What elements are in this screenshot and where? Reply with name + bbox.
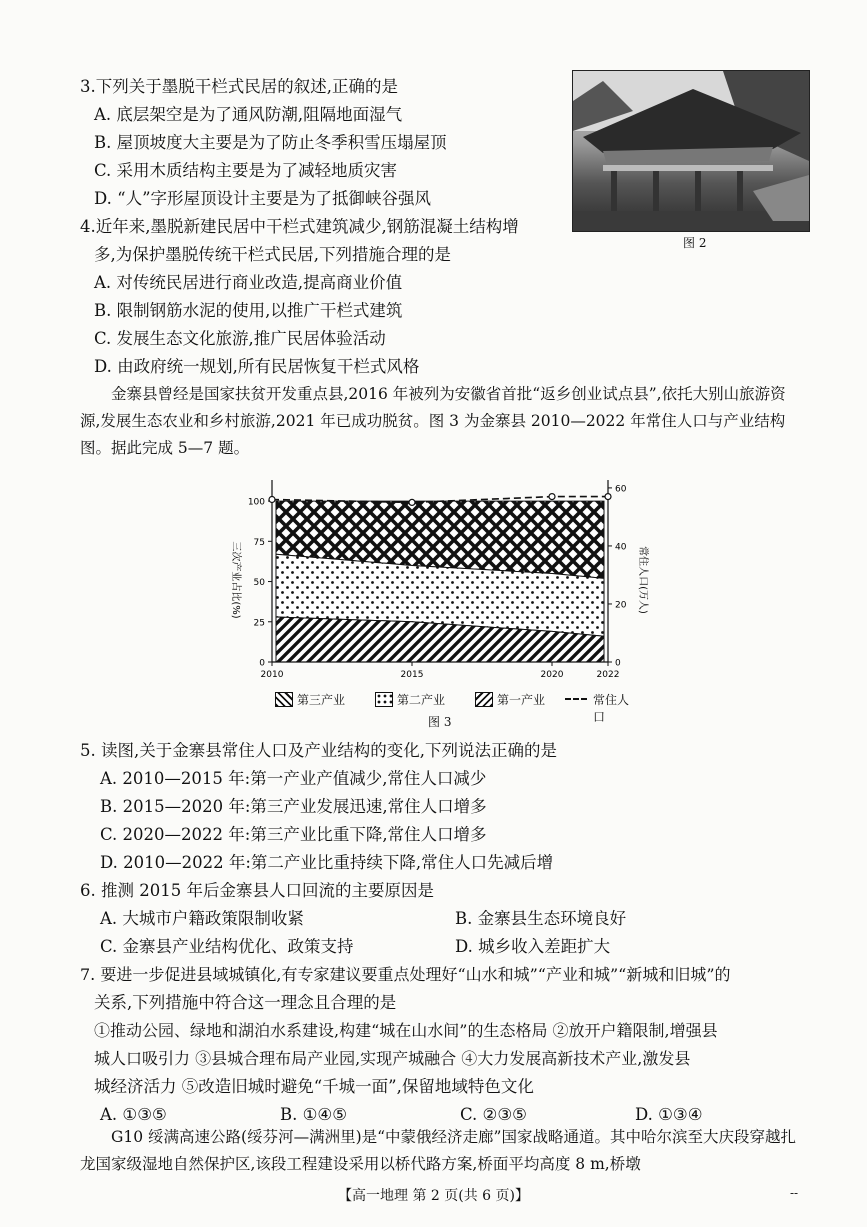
- q6-option-c[interactable]: C. 金寨县产业结构优化、政策支持: [100, 937, 354, 956]
- stilt-house-illustration: [573, 71, 809, 231]
- q3-stem: 3.下列关于墨脱干栏式民居的叙述,正确的是: [80, 77, 398, 96]
- legend-label-tertiary: 第三产业: [297, 693, 346, 707]
- legend-swatch-tertiary: [275, 692, 293, 707]
- q3-option-a[interactable]: A. 底层架空是为了通风防潮,阻隔地面湿气: [94, 105, 403, 124]
- legend-swatch-secondary: [375, 692, 393, 707]
- q4-option-c[interactable]: C. 发展生态文化旅游,推广民居体验活动: [94, 329, 386, 348]
- figure-3-chart: [230, 470, 650, 685]
- q6-option-d[interactable]: D. 城乡收入差距扩大: [455, 937, 611, 956]
- q3-option-b[interactable]: B. 屋顶坡度大主要是为了防止冬季积雪压塌屋顶: [94, 133, 447, 152]
- q7-option-a[interactable]: A. ①③⑤: [100, 1105, 167, 1124]
- q7-stem-line1: 7. 要进一步促进县域城镇化,有专家建议要重点处理好“山水和城”“产业和城”“新城和旧城”的: [80, 965, 731, 984]
- q3-option-c[interactable]: C. 采用木质结构主要是为了减轻地质灾害: [94, 161, 398, 180]
- q4-option-d[interactable]: D. 由政府统一规划,所有民居恢复干栏式风格: [94, 357, 420, 376]
- legend-label-population: 常住人口: [593, 693, 630, 724]
- q5-option-c[interactable]: C. 2020—2022 年:第三产业比重下降,常住人口增多: [100, 825, 487, 844]
- left-tick-label: 50: [253, 578, 265, 589]
- q5-option-d[interactable]: D. 2010—2022 年:第二产业比重持续下降,常住人口先减后增: [100, 853, 554, 872]
- population-point: [605, 494, 611, 500]
- x-tick-label: 2020: [540, 670, 564, 680]
- q6-option-b[interactable]: B. 金寨县生态环境良好: [455, 909, 627, 928]
- g10-passage: G10 绥满高速公路(绥芬河—满洲里)是“中蒙俄经济走廊”国家战略通道。其中哈尔滨至大庆段穿越扎龙国家级湿地自然保护区,该段工程建设采用以桥代路方案,桥面平均高度 8 m,桥墩: [80, 1128, 796, 1173]
- q7-items-line1: ①推动公园、绿地和湖泊水系建设,构建“城在山水间”的生态格局 ②放开户籍限制,增强县: [94, 1021, 718, 1040]
- figure-2-caption: 图 2: [683, 236, 707, 250]
- q7-option-d[interactable]: D. ①③④: [635, 1105, 703, 1124]
- right-tick-label: 20: [615, 600, 627, 611]
- q7-option-b[interactable]: B. ①④⑤: [280, 1105, 347, 1124]
- population-point: [549, 494, 555, 500]
- left-tick-label: 0: [259, 658, 265, 669]
- legend-label-primary: 第一产业: [497, 693, 546, 707]
- legend-swatch-primary: [475, 692, 493, 707]
- q5-stem: 5. 读图,关于金寨县常住人口及产业结构的变化,下列说法正确的是: [80, 741, 557, 760]
- q7-option-c[interactable]: C. ②③⑤: [460, 1105, 527, 1124]
- q6-stem: 6. 推测 2015 年后金寨县人口回流的主要原因是: [80, 881, 434, 900]
- corner-mark: --: [790, 1186, 799, 1200]
- x-tick-label: 2015: [400, 670, 424, 680]
- left-tick-label: 75: [253, 537, 265, 548]
- figure-3-caption: 图 3: [428, 715, 452, 729]
- right-tick-label: 40: [615, 542, 627, 553]
- q5-option-a[interactable]: A. 2010—2015 年:第一产业产值减少,常住人口减少: [100, 769, 487, 788]
- right-tick-label: 0: [615, 658, 621, 669]
- q5-option-b[interactable]: B. 2015—2020 年:第三产业发展迅速,常住人口增多: [100, 797, 487, 816]
- figure-2-photo: [572, 70, 810, 232]
- page-footer: 【高一地理 第 2 页(共 6 页)】: [338, 1188, 529, 1204]
- x-tick-label: 2010: [260, 670, 284, 680]
- chart-left-axis-label: 三次产业占比(%): [230, 541, 241, 619]
- q6-option-a[interactable]: A. 大城市户籍政策限制收紧: [100, 909, 304, 928]
- q4-stem-line1: 4.近年来,墨脱新建民居中干栏式建筑减少,钢筋混凝土结构增: [80, 217, 519, 236]
- q4-option-b[interactable]: B. 限制钢筋水泥的使用,以推广干栏式建筑: [94, 301, 403, 320]
- q3-option-d[interactable]: D. “人”字形屋顶设计主要是为了抵御峡谷强风: [94, 189, 432, 208]
- legend-swatch-population: [565, 698, 587, 700]
- legend-label-secondary: 第二产业: [397, 693, 446, 707]
- q4-option-a[interactable]: A. 对传统民居进行商业改造,提高商业价值: [94, 273, 403, 292]
- population-point: [269, 497, 275, 503]
- q7-items-line2: 城人口吸引力 ③县城合理布局产业园,实现产城融合 ④大力发展高新技术产业,激发县: [94, 1049, 691, 1068]
- x-tick-label: 2022: [596, 670, 620, 680]
- left-tick-label: 100: [247, 497, 265, 508]
- q7-stem-line2: 关系,下列措施中符合这一理念且合理的是: [94, 993, 397, 1012]
- right-tick-label: 60: [615, 484, 627, 495]
- intro-passage: 金寨县曾经是国家扶贫开发重点县,2016 年被列为安徽省首批“返乡创业试点县”,依托大别山旅游资源,发展生态农业和乡村旅游,2021 年已成功脱贫。图 3 为金寨县 2010—2022 年常住人口与产业结构图。据此完成 5—7 题。: [80, 385, 786, 457]
- chart-right-axis-label: 常住人口(万人): [637, 546, 648, 614]
- population-point: [409, 499, 415, 505]
- q7-items-line3: 城经济活力 ⑤改造旧城时避免“千城一面”,保留地域特色文化: [94, 1077, 534, 1096]
- q4-stem-line2: 多,为保护墨脱传统干栏式民居,下列措施合理的是: [94, 245, 451, 264]
- left-tick-label: 25: [253, 618, 265, 629]
